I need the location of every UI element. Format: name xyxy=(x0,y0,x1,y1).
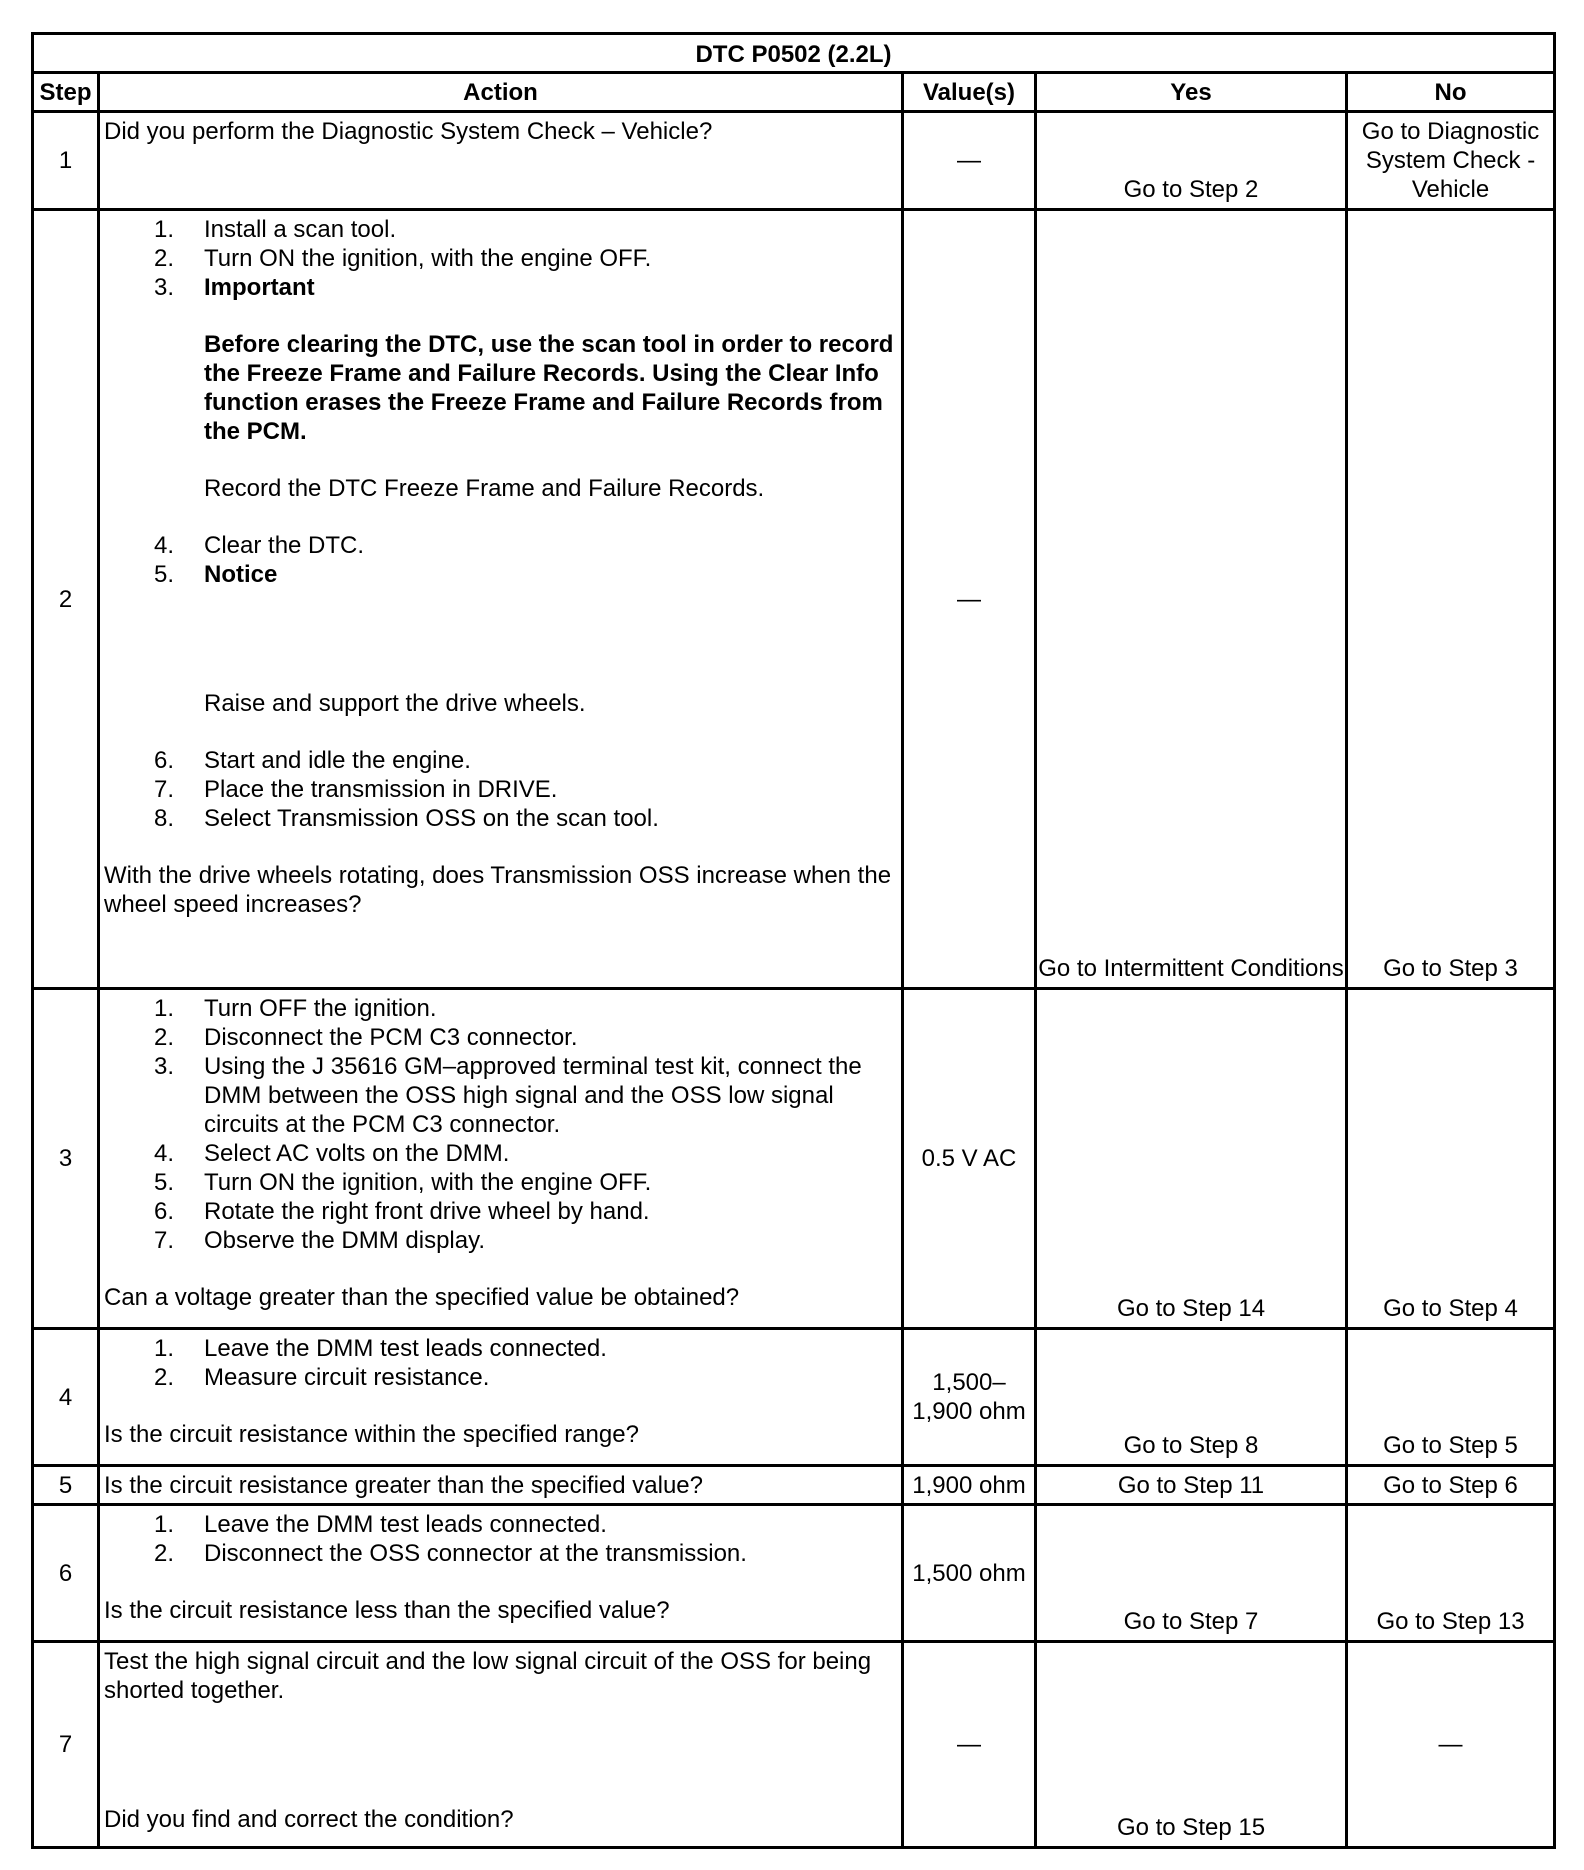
value-cell: — xyxy=(903,112,1036,210)
list-item: 5. Notice xyxy=(104,560,897,589)
table-row-step-2 xyxy=(33,210,1555,989)
list-item: 3. Important xyxy=(104,273,897,302)
header-values: Value(s) xyxy=(903,73,1036,112)
table-row-step-1 xyxy=(33,112,1555,210)
value-cell: — xyxy=(903,1642,1036,1848)
list-item: 1. Turn OFF the ignition. xyxy=(153,995,437,1022)
table-row-step-4 xyxy=(33,1329,1555,1466)
list-item: 7. Observe the DMM display. xyxy=(153,1227,485,1254)
important-label: Important xyxy=(204,274,315,301)
record-instruction: Record the DTC Freeze Frame and Failure Records. xyxy=(204,475,765,502)
step-number: 3 xyxy=(33,989,99,1329)
action-question: With the drive wheels rotating, does Transmission OSS increase when the wheel speed increases? xyxy=(104,862,892,918)
important-note: Before clearing the DTC, use the scan tool in order to record the Freeze Frame and Failure Records. Using the Clear Info function erases the Freeze Frame and Failure Records from the PCM. xyxy=(204,331,894,445)
list-item: 1. Leave the DMM test leads connected. xyxy=(153,1511,607,1538)
table-row-step-7 xyxy=(33,1642,1555,1848)
table-row-step-3 xyxy=(33,989,1555,1329)
action-question: Did you perform the Diagnostic System Check – Vehicle? xyxy=(104,118,713,145)
list-item: 1. Install a scan tool. xyxy=(153,216,397,243)
no-cell: Go to Step 4 xyxy=(1347,989,1555,1329)
yes-cell: Go to Step 15 xyxy=(1036,1642,1347,1848)
step-number: 4 xyxy=(33,1329,99,1466)
list-item: 4. Clear the DTC. xyxy=(153,532,365,559)
list-item: 2. Disconnect the PCM C3 connector. xyxy=(153,1024,578,1051)
list-item: 2. Turn ON the ignition, with the engine OFF. xyxy=(153,245,652,272)
raise-instruction: Raise and support the drive wheels. xyxy=(204,690,586,717)
list-item: 4. Select AC volts on the DMM. xyxy=(153,1140,510,1167)
table-title: DTC P0502 (2.2L) xyxy=(33,34,1555,73)
no-cell: Go to Step 6 xyxy=(1347,1466,1555,1505)
step-number: 5 xyxy=(33,1466,99,1505)
header-no: No xyxy=(1347,73,1555,112)
header-row xyxy=(33,73,1555,112)
no-cell: Go to Step 13 xyxy=(1347,1505,1555,1642)
step-number: 2 xyxy=(33,210,99,989)
value-cell: 1,900 ohm xyxy=(903,1466,1036,1505)
header-step: Step xyxy=(33,73,99,112)
yes-cell: Go to Step 7 xyxy=(1036,1505,1347,1642)
no-cell: Go to Step 5 xyxy=(1347,1329,1555,1466)
action-steps xyxy=(104,1334,897,1392)
yes-cell: Go to Step 11 xyxy=(1036,1466,1347,1505)
action-steps xyxy=(104,1510,897,1568)
step-number: 1 xyxy=(33,112,99,210)
table-row-step-5 xyxy=(33,1466,1555,1505)
yes-cell: Go to Intermittent Conditions xyxy=(1036,210,1347,989)
action-cell xyxy=(99,1329,903,1466)
dtc-diagnostic-table xyxy=(31,32,1556,1849)
yes-cell: Go to Step 2 xyxy=(1036,112,1347,210)
no-cell: Go to Step 3 xyxy=(1347,210,1555,989)
no-cell: — xyxy=(1347,1642,1555,1848)
list-item: 2. Disconnect the OSS connector at the transmission. xyxy=(153,1540,747,1567)
value-cell: 1,500 ohm xyxy=(903,1505,1036,1642)
action-cell xyxy=(99,1466,903,1505)
action-cell xyxy=(99,210,903,989)
list-item: 7. Place the transmission in DRIVE. xyxy=(153,776,558,803)
step-number: 6 xyxy=(33,1505,99,1642)
action-question: Is the circuit resistance greater than the specified value? xyxy=(104,1471,703,1499)
action-question: Did you find and correct the condition? xyxy=(104,1806,514,1833)
value-cell: 0.5 V AC xyxy=(903,989,1036,1329)
list-item: 1. Leave the DMM test leads connected. xyxy=(153,1335,607,1362)
action-question: Is the circuit resistance within the specified range? xyxy=(104,1421,639,1448)
action-question: Is the circuit resistance less than the specified value? xyxy=(104,1597,670,1624)
action-steps xyxy=(104,215,897,302)
action-cell xyxy=(99,1505,903,1642)
value-cell: — xyxy=(903,210,1036,989)
list-item: 6. Rotate the right front drive wheel by hand. xyxy=(153,1198,650,1225)
action-cell xyxy=(99,1642,903,1848)
action-question: Can a voltage greater than the specified value be obtained? xyxy=(104,1284,740,1311)
action-cell xyxy=(99,989,903,1329)
list-item: 6. Start and idle the engine. xyxy=(153,747,471,774)
list-item: 2. Measure circuit resistance. xyxy=(153,1364,490,1391)
yes-cell: Go to Step 8 xyxy=(1036,1329,1347,1466)
yes-cell: Go to Step 14 xyxy=(1036,989,1347,1329)
step-number: 7 xyxy=(33,1642,99,1848)
no-cell: Go to Diagnostic System Check - Vehicle xyxy=(1347,112,1555,210)
list-item: 8. Select Transmission OSS on the scan tool. xyxy=(153,805,659,832)
list-item: 5. Turn ON the ignition, with the engine OFF. xyxy=(153,1169,652,1196)
action-intro: Test the high signal circuit and the low signal circuit of the OSS for being shorted together. xyxy=(104,1648,872,1704)
notice-label: Notice xyxy=(204,561,278,588)
action-cell xyxy=(99,112,903,210)
action-steps xyxy=(104,994,897,1255)
header-yes: Yes xyxy=(1036,73,1347,112)
diagnostic-table-container xyxy=(31,32,1553,1849)
header-action: Action xyxy=(99,73,903,112)
value-cell: 1,500– 1,900 ohm xyxy=(903,1329,1036,1466)
list-item: 3. Using the J 35616 GM–approved terminal test kit, connect the DMM between the OSS high signal and the OSS low signal circuits at the PCM C3 connector. xyxy=(153,1053,862,1138)
table-row-step-6 xyxy=(33,1505,1555,1642)
